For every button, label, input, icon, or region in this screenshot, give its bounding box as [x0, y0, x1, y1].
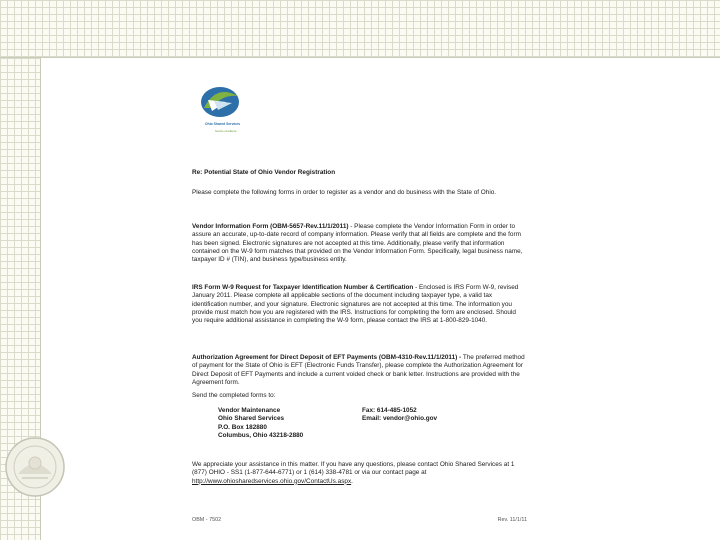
- address-line: Columbus, Ohio 43218-2880: [218, 431, 304, 439]
- grid-background-top: [0, 0, 720, 58]
- section-title: Vendor Information Form (OBM-5657-Rev.11/1/2011): [192, 223, 349, 230]
- closing-text: We appreciate your assistance in this matter. If you have any questions, please contact Ohio Shared Services at 1 (877) OHIO - SS1 (1-877-644-6771) or 1 (614) 338-4781 or via our contact page at: [192, 461, 515, 477]
- section-body: The preferred method of payment for the State of Ohio is EFT (Electronic Funds Transfer), please complete the Authorization Agreement for Direct Deposit of EFT Payments and include a current voided check or bank letter. Instructions are provided with the Agreement form.: [192, 354, 525, 386]
- section-title: IRS Form W-9 Request for Taxpayer Identification Number & Certification: [192, 284, 414, 291]
- logo-name: Ohio Shared Services: [205, 122, 241, 126]
- state-seal-icon: [4, 436, 66, 498]
- mailing-address: [218, 407, 303, 440]
- section-body: - Please complete the Vendor Information Form in order to assure an accurate, up-to-date record of company information. Please verify that all fields are complete and the form has been signed. Electronic signatures are not accepted at this time. Additionally, please verify that information contained on the W-9 form matches that provided on the Vendor Information Form. Specifically, legal business name, taxpayer ID # (TIN), and business type/business entity.: [192, 223, 523, 264]
- ohio-shared-services-logo-icon: [192, 78, 254, 150]
- fax-number: Fax: 614-485-1052: [362, 407, 417, 414]
- closing-end: .: [351, 477, 353, 485]
- revision-date: Rev. 11/1/11: [497, 517, 527, 523]
- contact-page-link[interactable]: http://www.ohiosharedservices.ohio.gov/ContactUs.aspx: [192, 477, 352, 485]
- section-title: Authorization Agreement for Direct Deposit of EFT Payments (OBM-4310-Rev.11/1/2011) -: [192, 354, 462, 361]
- header-divider: [0, 57, 720, 58]
- email-address: Email: vendor@ohio.gov: [362, 415, 438, 423]
- fax-email-block: [362, 407, 437, 424]
- section-direct-deposit-agreement: [192, 354, 527, 387]
- section-irs-w9-form: [192, 284, 527, 325]
- address-line: P.O. Box 182880: [218, 423, 267, 431]
- section-vendor-information-form: [192, 223, 527, 264]
- logo-tagline: Service excellence: [215, 130, 237, 133]
- send-to-label: Send the completed forms to:: [192, 392, 276, 399]
- form-number: OBM - 7502: [192, 517, 222, 523]
- address-line: Vendor Maintenance: [218, 407, 281, 414]
- address-line: Ohio Shared Services: [218, 415, 285, 423]
- letter-intro: Please complete the following forms in order to register as a vendor and do business with the State of Ohio.: [192, 189, 497, 196]
- vendor-registration-letter: [192, 78, 527, 530]
- closing-paragraph: [192, 461, 527, 486]
- letter-subject: Re: Potential State of Ohio Vendor Registration: [192, 169, 336, 176]
- section-body: - Enclosed is IRS Form W-9, revised January 2011. Please complete all applicable sections of the document including taxpayer type, a valid tax identification number, and your signature. Electronic signatures are not accepted at this time. The information you provide must match how you are registered with the IRS. Instructions for completing the form are enclosed. Should you require additional assistance in completing the W-9 form, please contact the IRS at 1-800-829-1040.: [192, 284, 519, 325]
